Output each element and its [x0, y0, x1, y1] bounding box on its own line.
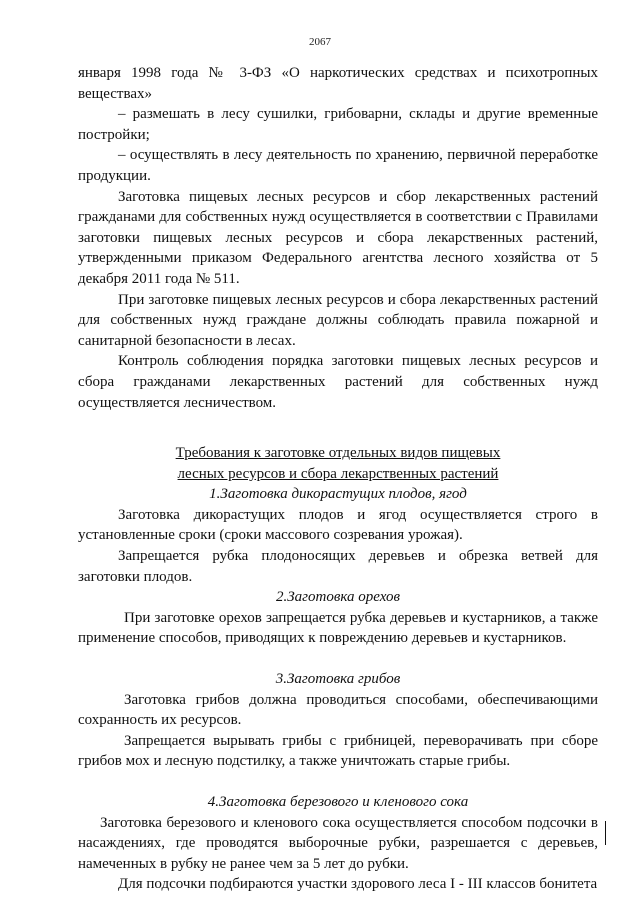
paragraph: Для подсочки подбираются участки здорового леса I - III классов бонитета — [118, 876, 598, 893]
paragraph: При заготовке орехов запрещается рубка деревьев и кустарников, а также применение способов, приводящих к повреждению деревьев и кустарников. — [78, 609, 598, 647]
section-heading: Требования к заготовке отдельных видов пищевых — [175, 445, 501, 462]
subsection-title: 1.Заготовка дикорастущих плодов, ягод — [209, 486, 467, 503]
paragraph: При заготовке пищевых лесных ресурсов и сбора лекарственных растений для собственных нужд граждане должны соблюдать правила пожарной и санитарной безопасности в лесах. — [78, 291, 598, 349]
document-body — [78, 63, 598, 895]
paragraph: Запрещается рубка плодоносящих деревьев и обрезка ветвей для заготовки плодов. — [78, 548, 598, 585]
paragraph: – размешать в лесу сушилки, грибоварни, склады и другие временные постройки; — [78, 106, 598, 143]
paragraph: – осуществлять в лесу деятельность по хранению, первичной переработке продукции. — [78, 147, 598, 184]
paragraph: Заготовка грибов должна проводиться способами, обеспечивающими сохранность их ресурсов. — [78, 691, 598, 729]
subsection-title: 3.Заготовка грибов — [275, 671, 401, 688]
section-heading: лесных ресурсов и сбора лекарственных растений — [177, 465, 499, 482]
subsection-title: 4.Заготовка березового и кленового сока — [207, 794, 469, 810]
page-number: 2067 — [309, 36, 331, 48]
paragraph: Заготовка пищевых лесных ресурсов и сбор лекарственных растений гражданами для собственных нужд осуществляется в соответствии с Правилами заготовки пищевых лесных ресурсов и сбора лекарственных растений, утвержденными приказом Федерального агентства лесного хозяйства от 5 декабря 2011 года № 511. — [78, 188, 598, 287]
subsection-title: 2.Заготовка орехов — [275, 589, 401, 606]
paragraph: Заготовка дикорастущих плодов и ягод осуществляется строго в установленные сроки (сроки массового созревания урожая). — [78, 506, 598, 544]
margin-mark — [605, 821, 606, 845]
paragraph: Заготовка березового и кленового сока осуществляется способом подсочки в насаждениях, где проводятся выборочные рубки, разрешается с деревьев, намеченных в рубку не ранее чем за 5 лет до рубки. — [78, 814, 598, 872]
paragraph: Запрещается вырывать грибы с грибницей, переворачивать при сборе грибов мох и лесную подстилку, а также уничтожать старые грибы. — [78, 732, 598, 770]
paragraph: Контроль соблюдения порядка заготовки пищевых лесных ресурсов и сбора гражданами лекарственных растений для собственных нужд осуществляется лесничеством. — [78, 353, 598, 411]
paragraph: января 1998 года № 3-ФЗ «О наркотических средствах и психотропных веществах» — [78, 65, 598, 102]
